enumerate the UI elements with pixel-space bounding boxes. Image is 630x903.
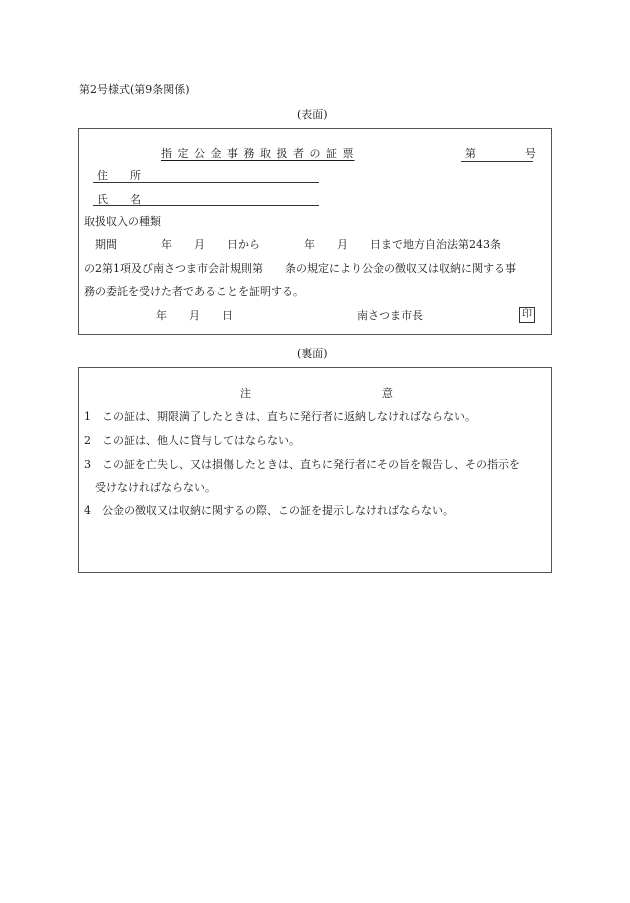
name-field-line — [93, 205, 319, 206]
notes-heading-left: 注 — [240, 387, 251, 400]
certificate-number-suffix: 号 — [525, 147, 536, 160]
certificate-title: 指 定 公 金 事 務 取 扱 者 の 証 票 — [161, 147, 355, 160]
note-item: 1 この証は、期限満了したときは、直ちに発行者に返納しなければならない。 — [84, 410, 476, 423]
issuer-name: 南さつま市長 — [357, 309, 423, 322]
note-item: 3 この証を亡失し、又は損傷したときは、直ちに発行者にその旨を報告し、その指示を — [84, 458, 520, 471]
certificate-number-underline — [461, 161, 533, 162]
name-label: 氏 名 — [97, 193, 141, 206]
address-field-line — [93, 182, 319, 183]
certificate-number-prefix: 第 — [465, 147, 476, 160]
note-item: 4 公金の徴収又は収納に関するの際、この証を提示しなければならない。 — [84, 504, 454, 517]
seal-mark: 印 — [519, 307, 535, 323]
period-text: 期間 年 月 日から 年 月 日まで地方自治法第243条 — [84, 238, 501, 251]
notes-heading-right: 意 — [382, 387, 393, 400]
address-label: 住 所 — [97, 169, 141, 182]
note-item-continued: 受けなければならない。 — [84, 481, 216, 494]
issue-date: 年 月 日 — [156, 309, 233, 322]
certification-text-line3: 務の委託を受けた者であることを証明する。 — [84, 285, 304, 298]
front-certificate-box — [78, 128, 552, 335]
back-side-label: (裏面) — [297, 347, 328, 360]
front-side-label: (表面) — [297, 108, 328, 121]
certification-text-line2: の2第1項及び南さつま市会計規則第 条の規定により公金の徴収又は収納に関する事 — [84, 262, 516, 275]
back-notes-box — [78, 367, 552, 573]
income-category-label: 取扱収入の種類 — [84, 215, 161, 228]
form-number-label: 第2号様式(第9条関係) — [79, 83, 190, 96]
note-item: 2 この証は、他人に貸与してはならない。 — [84, 434, 300, 447]
